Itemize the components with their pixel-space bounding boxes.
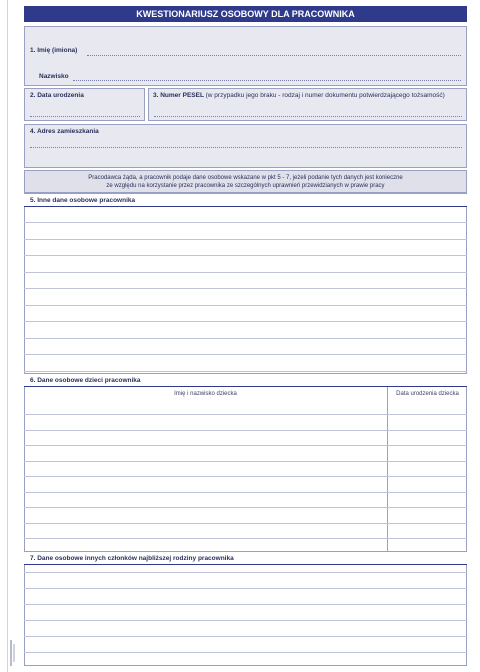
corner-mark: ·	[470, 8, 472, 13]
writing-line[interactable]	[24, 414, 467, 415]
notice-line-2: ze względu na korzystanie przez pracownika ze szczególnych uprawnień przewidzianych w prawie pracy	[106, 183, 385, 189]
address-label: 4. Adres zamieszkania	[30, 128, 99, 135]
pesel-box	[148, 88, 467, 121]
pesel-label-text: 3. Numer PESEL	[153, 92, 204, 99]
writing-line[interactable]	[24, 255, 467, 256]
writing-line[interactable]	[24, 321, 467, 322]
birth-date-field[interactable]	[30, 116, 140, 117]
section-5-header	[24, 193, 467, 207]
sheet-edge-line	[7, 0, 8, 672]
birth-date-label: 2. Data urodzenia	[30, 92, 84, 99]
section-5-title: 5. Inne dane osobowe pracownika	[30, 197, 136, 204]
writing-line[interactable]	[24, 507, 467, 508]
writing-line[interactable]	[24, 620, 467, 621]
writing-line[interactable]	[24, 305, 467, 306]
surname-field[interactable]	[73, 80, 461, 81]
section-7-header	[24, 551, 467, 565]
form-title: KWESTIONARIUSZ OSOBOWY DLA PRACOWNIKA	[24, 6, 467, 22]
writing-line[interactable]	[24, 371, 467, 372]
notice-box	[24, 170, 467, 193]
publisher-imprint	[9, 640, 16, 666]
pesel-label	[153, 92, 445, 99]
writing-line[interactable]	[24, 476, 467, 477]
name-box	[24, 26, 467, 86]
writing-line[interactable]	[24, 538, 467, 539]
child-name-column-header: Imię i nazwisko dziecka	[174, 391, 237, 397]
writing-line[interactable]	[24, 338, 467, 339]
writing-line[interactable]	[24, 492, 467, 493]
first-name-field[interactable]	[87, 55, 461, 56]
writing-line[interactable]	[24, 461, 467, 462]
writing-line[interactable]	[24, 354, 467, 355]
birth-date-box	[24, 88, 145, 121]
section-7-title: 7. Dane osobowe innych członków najbliższej rodziny pracownika	[30, 555, 234, 562]
lower-frame	[24, 170, 467, 666]
writing-line[interactable]	[24, 239, 467, 240]
form-sheet	[24, 6, 467, 666]
pesel-note: (w przypadku jego braku - rodzaj i numer dokumentu potwierdzającego tożsamość)	[205, 92, 445, 99]
writing-line[interactable]	[24, 288, 467, 289]
section-6-column-divider	[387, 387, 388, 551]
address-field[interactable]	[30, 147, 462, 148]
writing-line[interactable]	[24, 523, 467, 524]
writing-line[interactable]	[24, 572, 467, 573]
pesel-field[interactable]	[154, 116, 462, 117]
writing-line[interactable]	[24, 430, 467, 431]
writing-line[interactable]	[24, 636, 467, 637]
writing-line[interactable]	[24, 652, 467, 653]
address-box	[24, 124, 467, 168]
writing-line[interactable]	[24, 272, 467, 273]
writing-line[interactable]	[24, 604, 467, 605]
surname-label: Nazwisko	[39, 73, 69, 80]
first-name-label: 1. Imię (imiona)	[30, 47, 78, 54]
notice-line-1: Pracodawca żąda, a pracownik podaje dane osobowe wskazane w pkt 5 - 7, jeżeli podanie tych danych jest konieczne	[88, 175, 403, 181]
section-6-title: 6. Dane osobowe dzieci pracownika	[30, 377, 141, 384]
writing-line[interactable]	[24, 445, 467, 446]
writing-line[interactable]	[24, 588, 467, 589]
section-6-header	[24, 373, 467, 387]
writing-line[interactable]	[24, 222, 467, 223]
child-birth-date-column-header: Data urodzenia dziecka	[396, 391, 459, 397]
